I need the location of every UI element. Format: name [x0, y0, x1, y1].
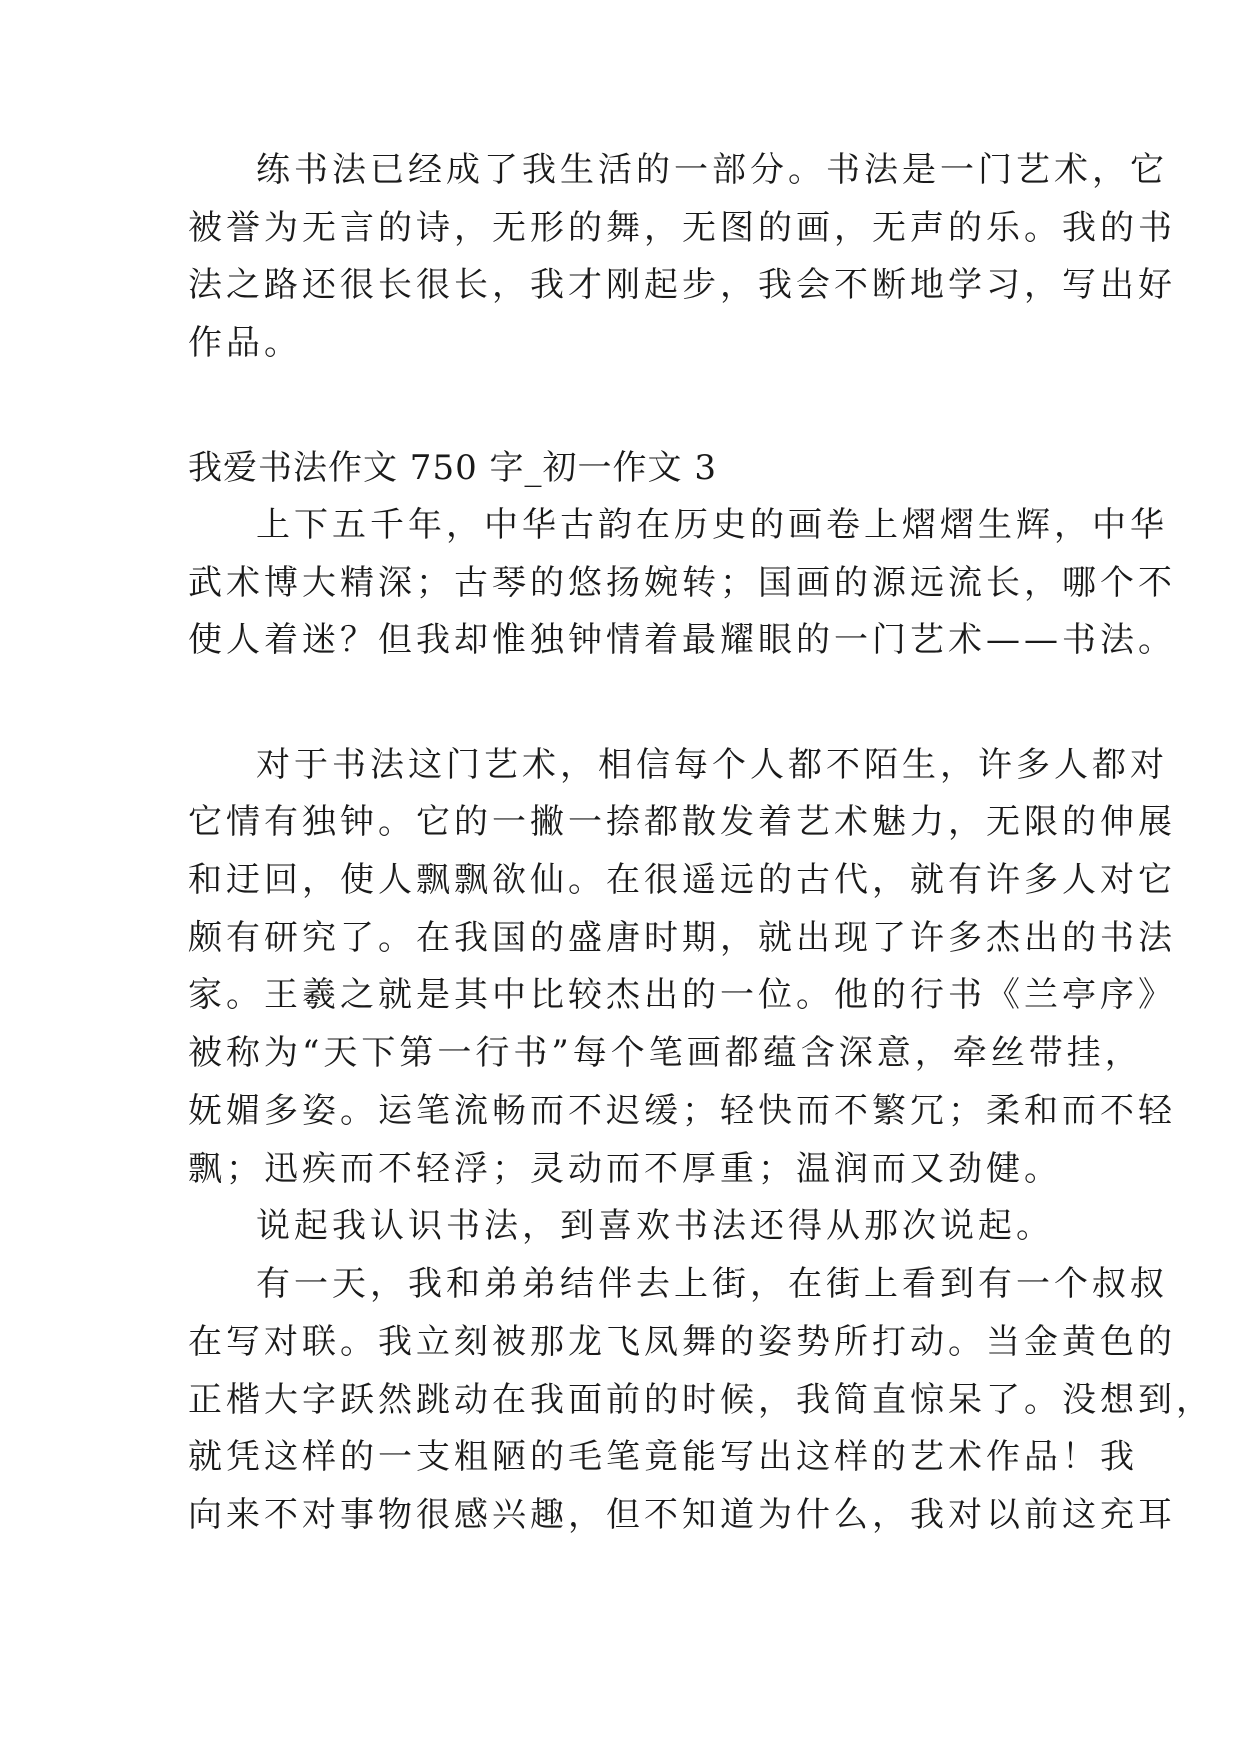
paragraph-5-line-5: 向来不对事物很感兴趣，但不知道为什么，我对以前这充耳	[188, 1495, 1176, 1535]
paragraph-5-line-2: 在写对联。我立刻被那龙飞凤舞的姿势所打动。当金黄色的	[188, 1322, 1176, 1362]
paragraph-1-line-2: 被誉为无言的诗，无形的舞，无图的画，无声的乐。我的书	[188, 208, 1176, 248]
paragraph-2-line-2: 武术博大精深；古琴的悠扬婉转；国画的源远流长，哪个不	[188, 563, 1176, 603]
paragraph-3-line-1: 对于书法这门艺术，相信每个人都不陌生，许多人都对	[256, 745, 1168, 785]
paragraph-5-line-1: 有一天，我和弟弟结伴去上街，在街上看到有一个叔叔	[256, 1264, 1168, 1304]
paragraph-5-line-3: 正楷大字跃然跳动在我面前的时候，我简直惊呆了。没想到，	[188, 1380, 1214, 1420]
paragraph-3-line-5: 家。王羲之就是其中比较杰出的一位。他的行书《兰亭序》	[188, 975, 1176, 1015]
paragraph-3-line-8: 飘；迅疾而不轻浮；灵动而不厚重；温润而又劲健。	[188, 1149, 1062, 1189]
paragraph-4-line-1: 说起我认识书法，到喜欢书法还得从那次说起。	[256, 1206, 1054, 1246]
paragraph-2-line-1: 上下五千年，中华古韵在历史的画卷上熠熠生辉，中华	[256, 505, 1168, 545]
paragraph-5-line-4: 就凭这样的一支粗陋的毛笔竟能写出这样的艺术作品！我	[188, 1437, 1138, 1477]
paragraph-2-line-3: 使人着迷？但我却惟独钟情着最耀眼的一门艺术——书法。	[188, 620, 1176, 660]
paragraph-3-line-3: 和迂回，使人飘飘欲仙。在很遥远的古代，就有许多人对它	[188, 860, 1176, 900]
paragraph-1-line-4: 作品。	[188, 323, 302, 363]
paragraph-1-line-1: 练书法已经成了我生活的一部分。书法是一门艺术，它	[256, 150, 1168, 190]
section-heading: 我爱书法作文 750 字_初一作文 3	[188, 448, 717, 488]
paragraph-3-line-2: 它情有独钟。它的一撇一捺都散发着艺术魅力，无限的伸展	[188, 802, 1176, 842]
paragraph-3-line-7: 妩媚多姿。运笔流畅而不迟缓；轻快而不繁冗；柔和而不轻	[188, 1091, 1176, 1131]
paragraph-3-line-4: 颇有研究了。在我国的盛唐时期，就出现了许多杰出的书法	[188, 918, 1176, 958]
paragraph-3-line-6: 被称为“天下第一行书”每个笔画都蕴含深意，牵丝带挂，	[188, 1033, 1143, 1073]
paragraph-1-line-3: 法之路还很长很长，我才刚起步，我会不断地学习，写出好	[188, 265, 1176, 305]
